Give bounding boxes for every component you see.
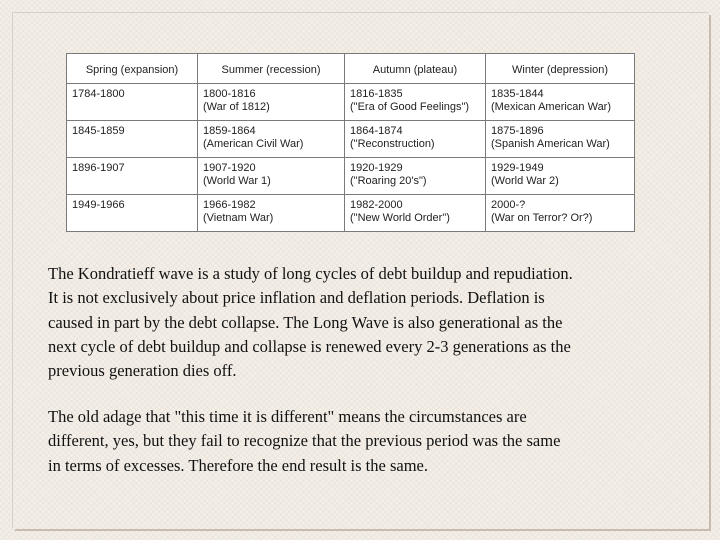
header-winter: Winter (depression) xyxy=(486,54,635,84)
table-row xyxy=(67,195,635,232)
cell-period: 1982-2000 xyxy=(350,199,403,211)
paragraph-old-adage xyxy=(48,405,698,478)
table-cell xyxy=(198,84,345,121)
text-line: different, yes, but they fail to recognize that the previous period was the same xyxy=(48,431,561,451)
table-row xyxy=(67,84,635,121)
paragraph-kondratieff-wave xyxy=(48,262,698,383)
table-cell xyxy=(345,84,486,121)
header-autumn: Autumn (plateau) xyxy=(345,54,486,84)
cell-period: 1907-1920 xyxy=(203,162,256,174)
cell-event: (Vietnam War) xyxy=(203,212,274,224)
table-cell xyxy=(345,158,486,195)
cell-period: 1816-1835 xyxy=(350,88,403,100)
cell-event: ("New World Order") xyxy=(350,212,450,224)
text-line: The old adage that "this time it is different" means the circumstances are xyxy=(48,407,527,426)
cell-event: (World War 2) xyxy=(491,175,559,187)
table-cell xyxy=(67,84,198,121)
cell-period: 1966-1982 xyxy=(203,199,256,211)
cell-period: 1896-1907 xyxy=(72,162,125,174)
table-row xyxy=(67,158,635,195)
text-line: previous generation dies off. xyxy=(48,361,237,381)
cell-period: 1800-1816 xyxy=(203,88,256,100)
table-cell xyxy=(67,195,198,232)
table-header-row xyxy=(67,54,635,84)
text-line: The Kondratieff wave is a study of long cycles of debt buildup and repudiation. xyxy=(48,264,573,283)
kondratieff-cycle-table xyxy=(66,53,635,232)
table-cell xyxy=(486,195,635,232)
cell-event: (Spanish American War) xyxy=(491,138,610,150)
cell-period: 1784-1800 xyxy=(72,88,125,100)
header-summer: Summer (recession) xyxy=(198,54,345,84)
text-line: It is not exclusively about price inflation and deflation periods. Deflation is xyxy=(48,288,545,308)
header-spring: Spring (expansion) xyxy=(67,54,198,84)
cell-period: 1949-1966 xyxy=(72,199,125,211)
cell-event: (War on Terror? Or?) xyxy=(491,212,593,224)
cell-period: 1920-1929 xyxy=(350,162,403,174)
table-cell xyxy=(345,121,486,158)
text-line: next cycle of debt buildup and collapse is renewed every 2-3 generations as the xyxy=(48,336,571,356)
cell-period: 1835-1844 xyxy=(491,88,544,100)
table-cell xyxy=(486,121,635,158)
table-cell xyxy=(486,158,635,195)
cell-event: (Mexican American War) xyxy=(491,101,612,113)
text-line: caused in part by the debt collapse. The Long Wave is also generational as the xyxy=(48,312,563,332)
cell-period: 1845-1859 xyxy=(72,125,125,137)
table-cell xyxy=(198,195,345,232)
cell-event: ("Era of Good Feelings") xyxy=(350,101,470,113)
cell-event: (War of 1812) xyxy=(203,101,270,113)
table-cell xyxy=(198,158,345,195)
cell-event: ("Reconstruction) xyxy=(350,138,435,150)
cell-event: ("Roaring 20's") xyxy=(350,175,427,187)
cell-event: (World War 1) xyxy=(203,175,271,187)
table-cell xyxy=(67,158,198,195)
cell-event: (American Civil War) xyxy=(203,138,304,150)
cell-period: 1875-1896 xyxy=(491,125,544,137)
cell-period: 1864-1874 xyxy=(350,125,403,137)
cell-period: 1859-1864 xyxy=(203,125,256,137)
table-row xyxy=(67,121,635,158)
cell-period: 2000-? xyxy=(491,199,526,211)
table-cell xyxy=(345,195,486,232)
text-line: in terms of excesses. Therefore the end result is the same. xyxy=(48,455,428,475)
cell-period: 1929-1949 xyxy=(491,162,544,174)
table-cell xyxy=(198,121,345,158)
table-cell xyxy=(67,121,198,158)
table-cell xyxy=(486,84,635,121)
